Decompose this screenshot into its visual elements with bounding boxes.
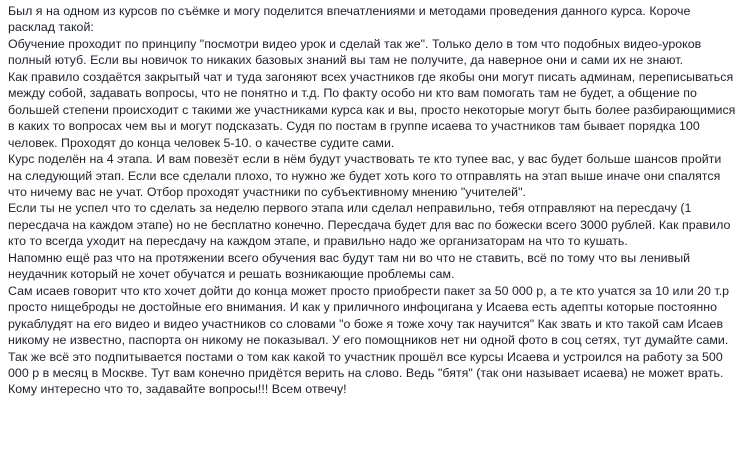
post-paragraph-reminder: Напомню ещё раз что на протяжении всего обучения вас будут там ни во что не ставить, всё по тому что вы ленивый неудачник который не хочет обучатся и решать возникающие проблемы сам. <box>8 250 691 282</box>
post-paragraph-training: Обучение проходит по принципу "посмотри видео урок и сделай так же". Только дело в том что подобных видео-уроков полный ютуб. Если вы новичок то никаких базовых знаний вы там не получите, да наверное они и сами их не знают. <box>8 36 702 68</box>
post-paragraph-closing: Кому интересно что то, задавайте вопросы!!! Всем отвечу! <box>8 382 347 397</box>
post-paragraph-retake: Если ты не успел что то сделать за неделю первого этапа или сделал неправильно, тебя отправляют на пересдачу (1 пересдача на каждом этапе) но не бесплатно конечно. Пересдача будет для вас по божески всего 3000 рублей. Как правило кто то всегда уходит на пересдачу на каждом этапе, и правильно надо же организаторам на что то кушать. <box>8 201 731 249</box>
post-text <box>8 3 738 398</box>
post-paragraph-isaev: Сам исаев говорит что кто хочет дойти до конца может просто приобрести пакет за 50 000 р, а те кто учатся за 10 или 20 т.р просто нищеброды не достойные его внимания. И как у приличного инфоцигана у Исаева есть адепты которые постоянно рукаблудят на его видео и видео участников со словами "о боже я тоже хочу так научится" Как звать и кто такой сам Исаев никому не известно, паспорта он никому не показывал. У его помощников нет ни одной фото в соц сетях, тут думайте сами. Так же всё это подпитывается постами о том как какой то участник прошёл все курсы Исаева и устроился на работу за 500 000 р в месяц в Москве. Тут вам конечно придётся верить на слово. Ведь "бятя" (так они называет исаева) не может врать. <box>8 283 730 380</box>
post-paragraph-chat: Как правило создаётся закрытый чат и туда загоняют всех участников где якобы они могут писать админам, переписываться между собой, задавать вопросы, что не понятно и т.д. По факту особо ни кто вам помогать там не будет, а общение по большей степени происходит с такими же участниками курса как и вы, просто некоторые могут быть более разбирающимися в каких то вопросах чем вы и могут подсказать. Судя по постам в группе исаева то участников там бывает порядка 100 человек. Проходят до конца человек 5-10. о качестве судите сами. <box>8 69 736 150</box>
post-paragraph-intro: Был я на одном из курсов по съёмке и могу поделится впечатлениями и методами проведения данного курса. Короче расклад такой: <box>8 4 691 35</box>
post-paragraph-stages: Курс поделён на 4 этапа. И вам повезёт если в нём будут участвовать те кто тупее вас, у вас будет больше шансов пройти на следующий этап. Если все сделали плохо, то нужно же будет хоть кого то отправлять на этап выше иначе они спалятся что ничему вас не учат. Отбор проходят участники по субъективному мнению "учителей". <box>8 152 722 199</box>
